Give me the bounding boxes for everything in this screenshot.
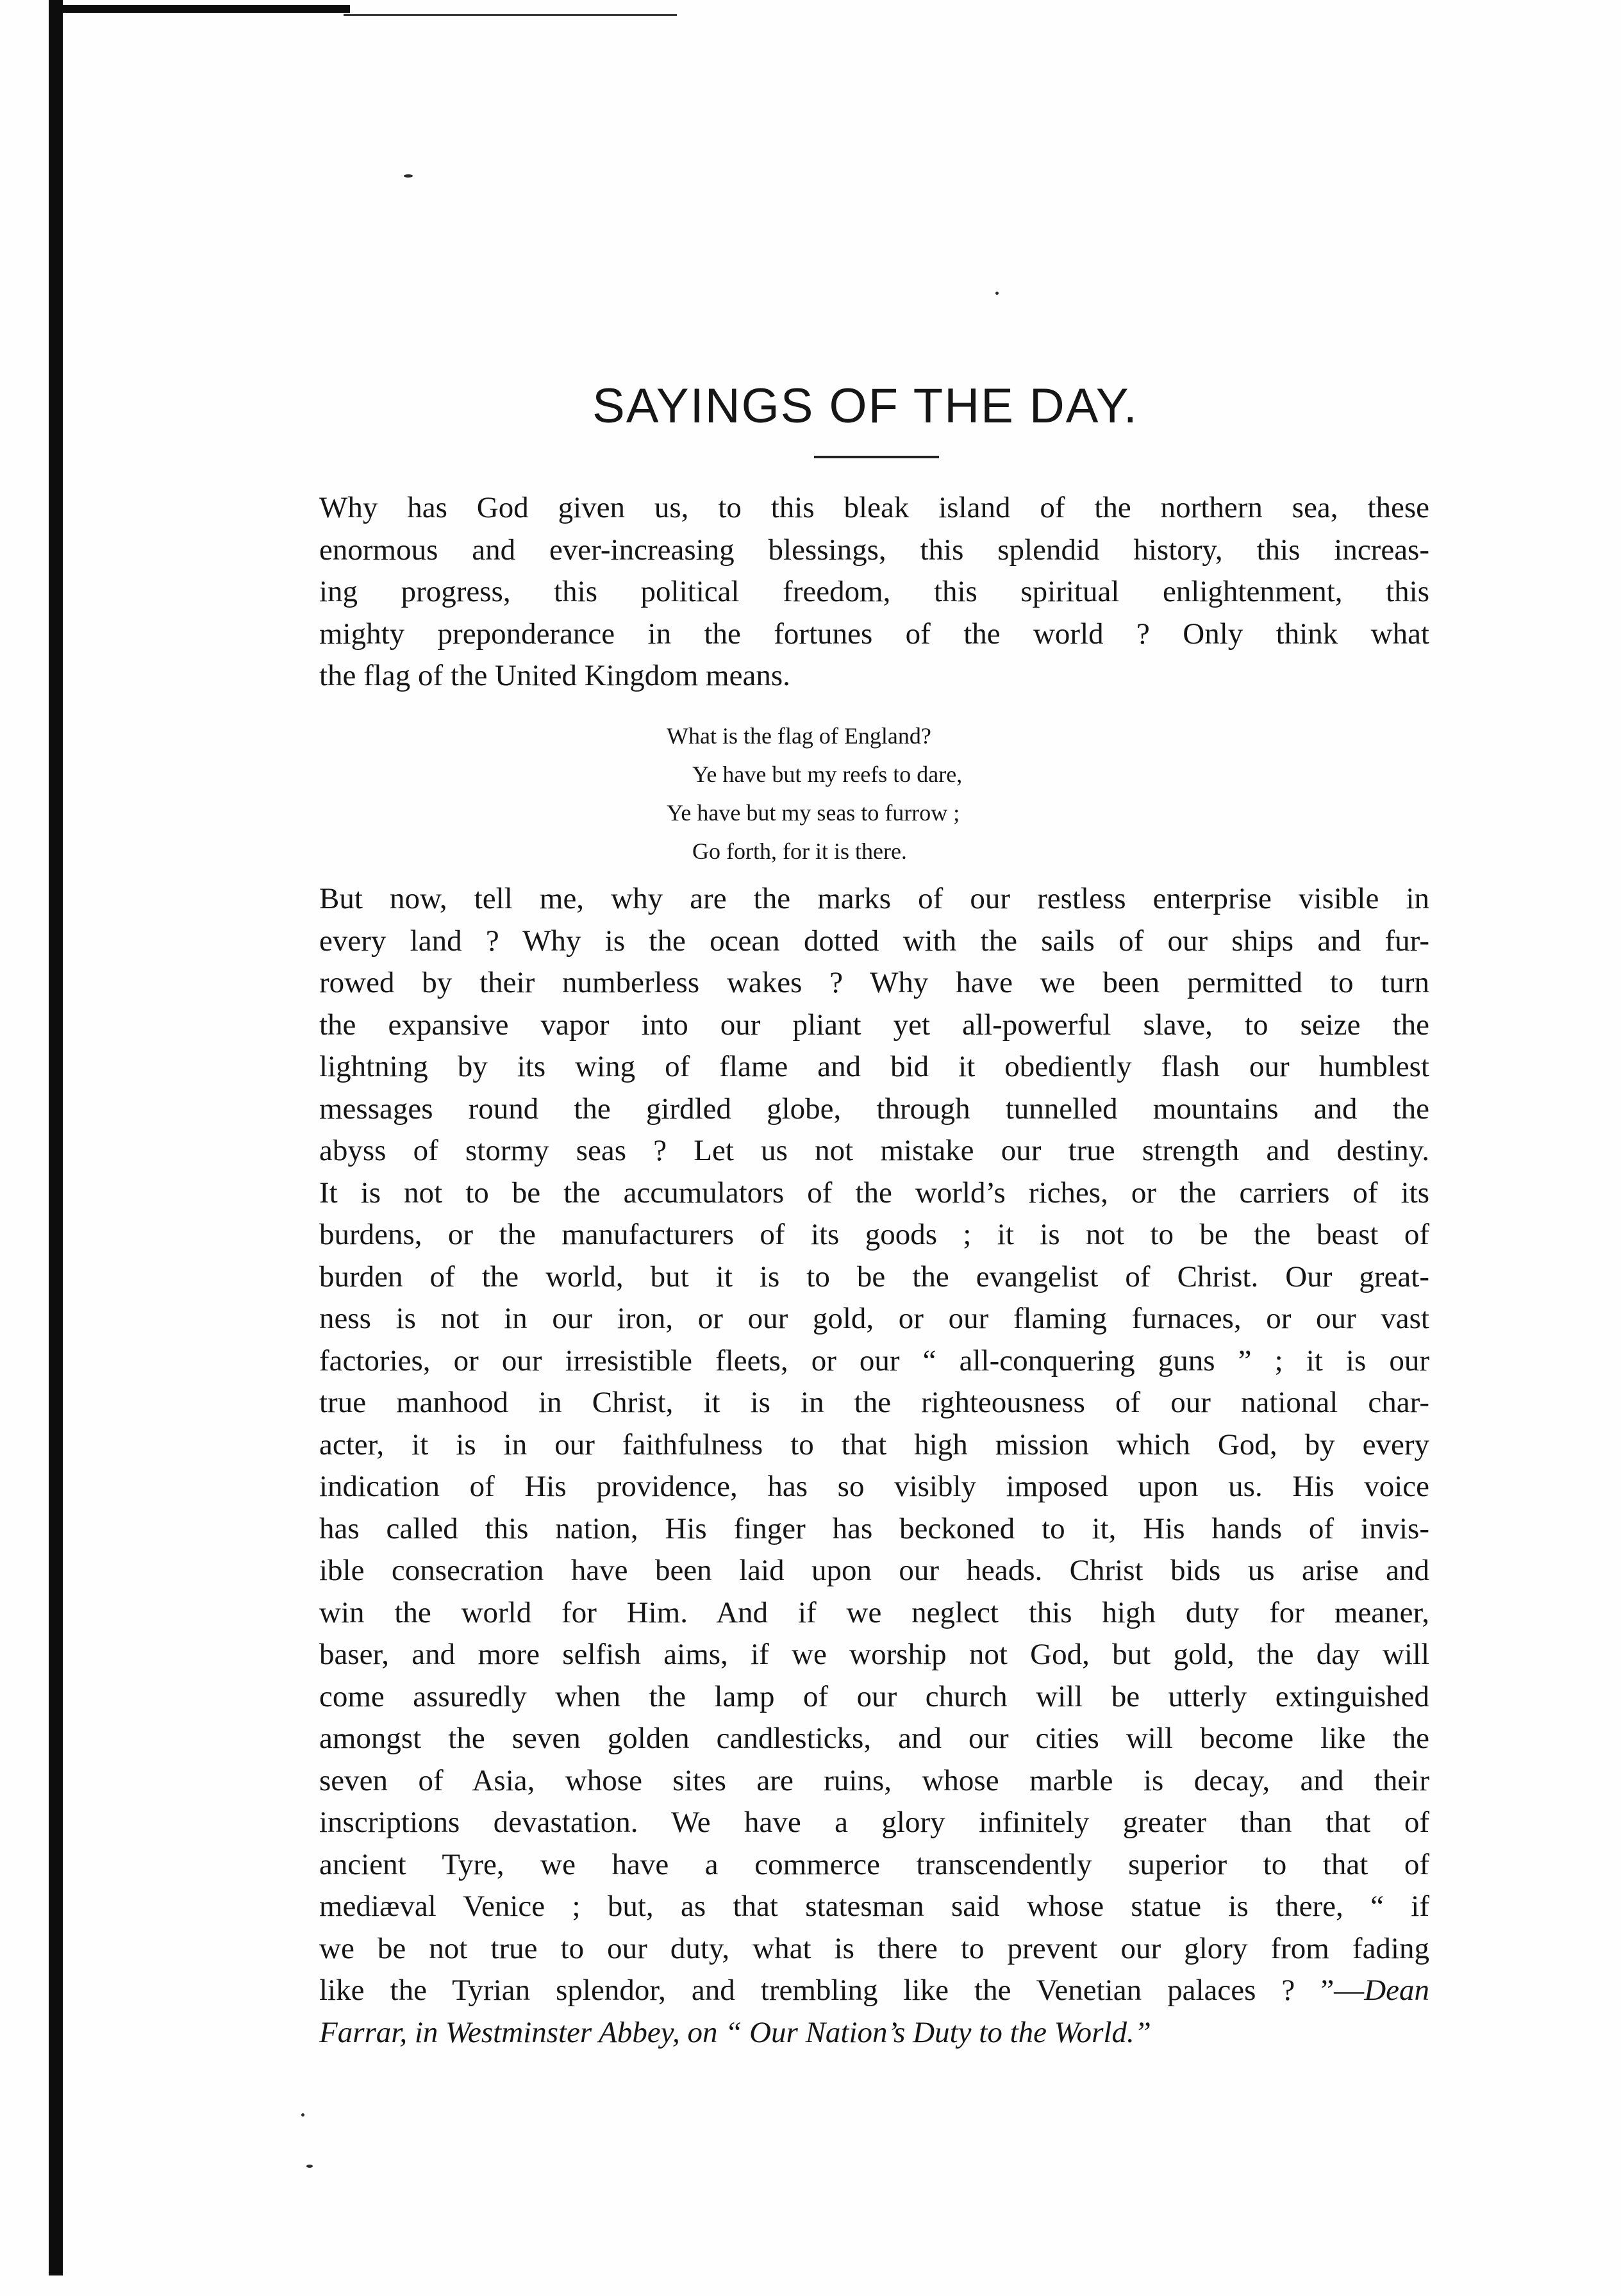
paragraph-2-line: ible consecration have been laid upon our heads. Christ bids us arise and [319, 1554, 1429, 1587]
paragraph-2-line: acter, it is in our faithfulness to that high mission which God, by every [319, 1427, 1429, 1461]
paragraph-2-line: inscriptions devastation. We have a glory infinitely greater than that of [319, 1806, 1429, 1839]
paragraph-1-line: the flag of the United Kingdom means. [319, 659, 790, 692]
paragraph-1 [319, 487, 1429, 697]
attribution-line: Farrar, in Westminster Abbey, on “ Our Nation’s Duty to the World.” [319, 2015, 1151, 2049]
paragraph-2-line: factories, or our irresistible fleets, or our “ all-conquering guns ” ; it is our [319, 1343, 1429, 1377]
print-speck [995, 292, 999, 295]
paragraph-1-line: enormous and ever-increasing blessings, this splendid history, this increas- [319, 533, 1429, 567]
paragraph-2-line: burden of the world, but it is to be the evangelist of Christ. Our great- [319, 1260, 1429, 1294]
paragraph-2-line: has called this nation, His finger has beckoned to it, His hands of invis- [319, 1511, 1429, 1545]
paragraph-1-line: Why has God given us, to this bleak island of the northern sea, these [319, 491, 1429, 524]
paragraph-2-line: true manhood in Christ, it is in the righteousness of our national char- [319, 1386, 1429, 1419]
page-title: SAYINGS OF THE DAY. [592, 379, 1138, 433]
verse-quotation [667, 717, 962, 870]
paragraph-2-line: amongst the seven golden candlesticks, and our cities will become like the [319, 1722, 1429, 1755]
paragraph-2-line: rowed by their numberless wakes ? Why have we been permitted to turn [319, 966, 1429, 999]
paragraph-1-line: mighty preponderance in the fortunes of the world ? Only think what [319, 617, 1429, 651]
verse-line: Go forth, for it is there. [692, 838, 907, 864]
paragraph-2-line: ancient Tyre, we have a commerce transcendently superior to that of [319, 1847, 1429, 1881]
paragraph-2-line: we be not true to our duty, what is there to prevent our glory from fading [319, 1931, 1429, 1965]
paragraph-2 [319, 878, 1429, 2054]
top-rule-thick [49, 5, 350, 13]
paragraph-2-line-text: like the Tyrian splendor, and trembling like the Venetian palaces ? ”— [319, 1974, 1365, 2007]
paragraph-2-line: come assuredly when the lamp of our church will be utterly extinguished [319, 1679, 1429, 1713]
top-edge-rule [49, 0, 679, 15]
paragraph-2-line: mediæval Venice ; but, as that statesman said whose statue is there, “ if [319, 1890, 1429, 1923]
paragraph-2-line: win the world for Him. And if we neglect this high duty for meaner, [319, 1595, 1429, 1629]
print-speck [306, 2165, 313, 2168]
verse-line: What is the flag of England? [667, 723, 931, 749]
verse-line: Ye have but my reefs to dare, [692, 761, 963, 787]
paragraph-2-line: burdens, or the manufacturers of its goods ; it is not to be the beast of [319, 1218, 1429, 1251]
paragraph-2-line: lightning by its wing of flame and bid it obediently flash our humblest [319, 1050, 1429, 1083]
paragraph-2-line: the expansive vapor into our pliant yet all-powerful slave, to seize the [319, 1008, 1429, 1042]
paragraph-2-line: baser, and more selfish aims, if we worship not God, but gold, the day will [319, 1638, 1429, 1671]
verse-line: Ye have but my seas to furrow ; [667, 800, 960, 826]
paragraph-2-line-with-attribution [319, 1970, 1429, 2012]
print-speck [301, 2113, 304, 2117]
attribution-author-prefix: Dean [1364, 1974, 1429, 2007]
paragraph-2-line: every land ? Why is the ocean dotted with the sails of our ships and fur- [319, 924, 1429, 958]
page-binding-edge [49, 0, 63, 2275]
title-underline-rule [814, 456, 939, 458]
paragraph-2-line: seven of Asia, whose sites are ruins, whose marble is decay, and their [319, 1763, 1429, 1797]
print-speck [404, 174, 413, 178]
paragraph-2-line: ness is not in our iron, or our gold, or our flaming furnaces, or our vast [319, 1302, 1429, 1335]
paragraph-2-line: It is not to be the accumulators of the world’s riches, or the carriers of its [319, 1176, 1429, 1210]
paragraph-2-line: abyss of stormy seas ? Let us not mistake our true strength and destiny. [319, 1134, 1429, 1167]
paragraph-2-line: But now, tell me, why are the marks of our restless enterprise visible in [319, 882, 1429, 915]
paragraph-1-line: ing progress, this political freedom, this spiritual enlightenment, this [319, 575, 1429, 608]
top-rule-thin [344, 14, 677, 16]
paragraph-2-line: messages round the girdled globe, through tunnelled mountains and the [319, 1092, 1429, 1126]
paragraph-2-line: indication of His providence, has so visibly imposed upon us. His voice [319, 1470, 1429, 1503]
